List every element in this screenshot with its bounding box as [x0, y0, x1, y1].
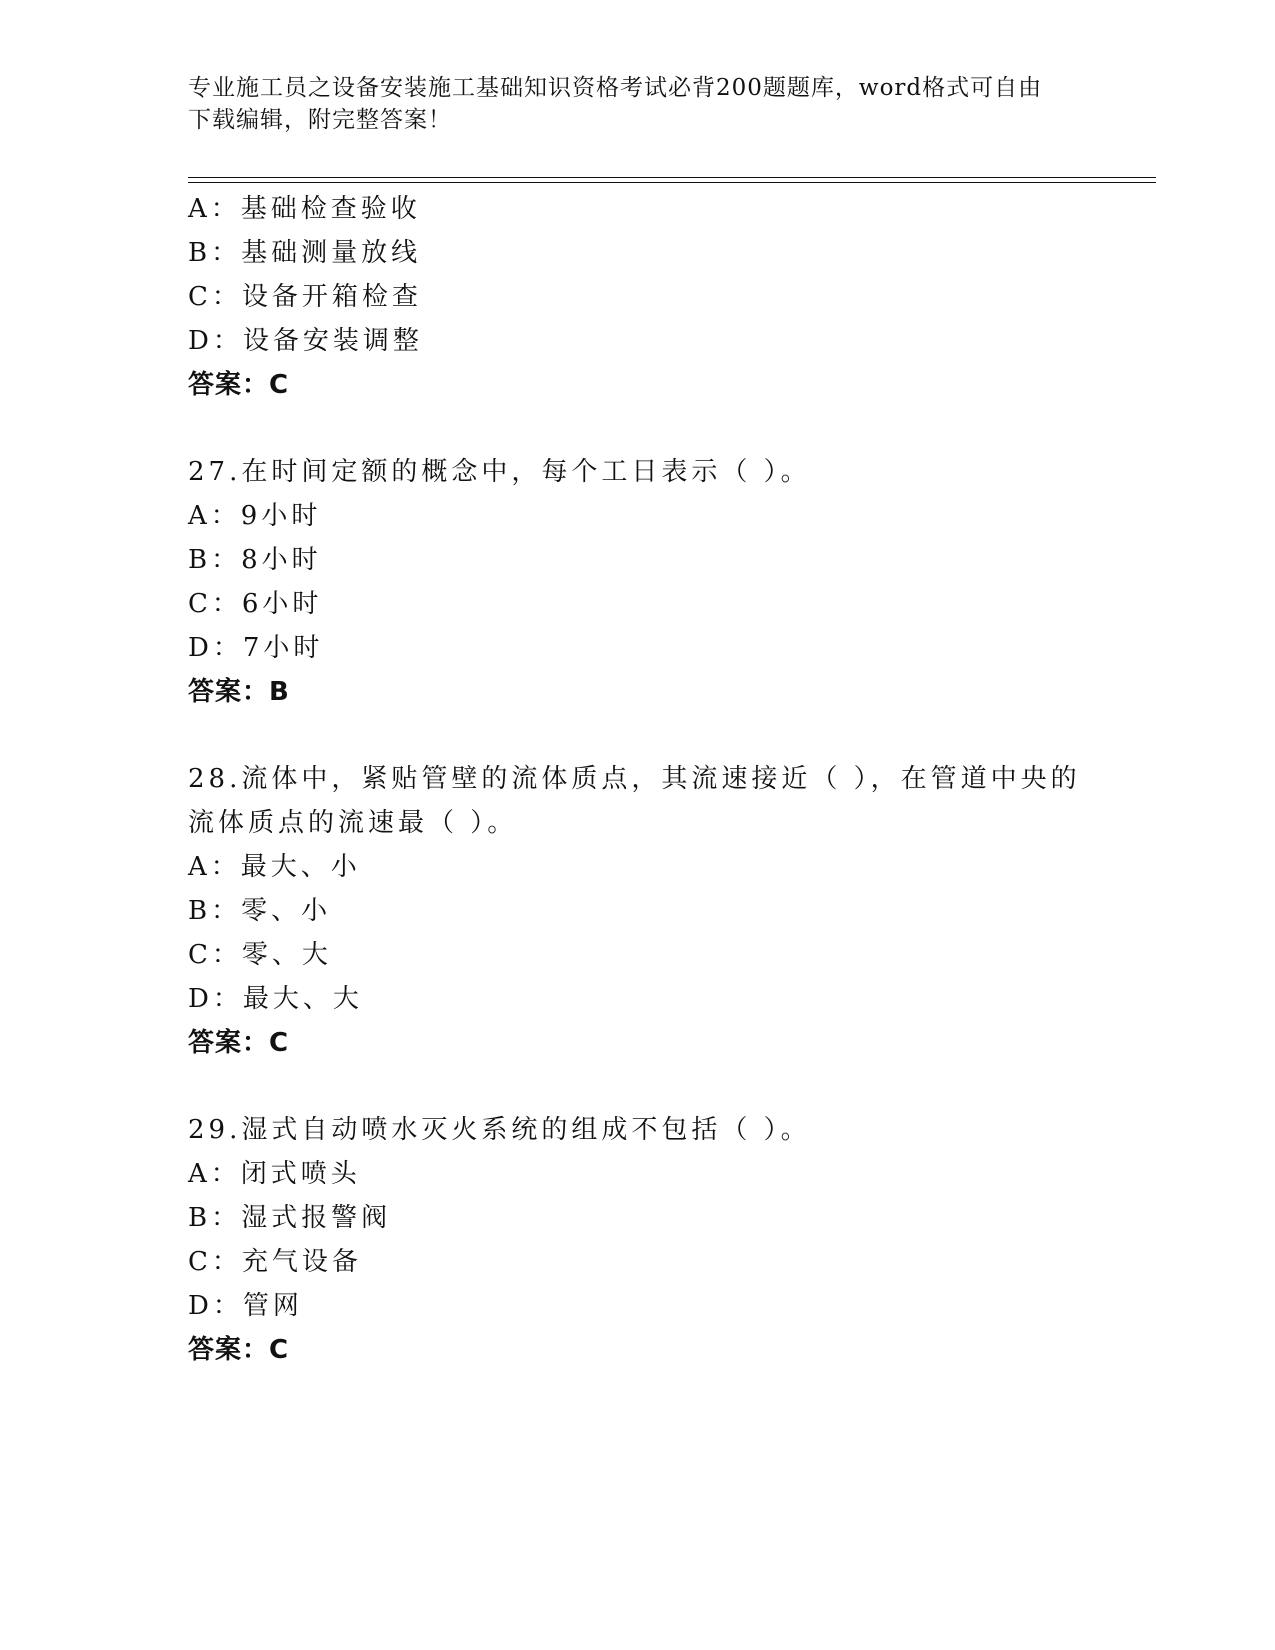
q26-option-d: D：设备安装调整: [188, 326, 423, 356]
q29-option-d: D：管网: [188, 1291, 303, 1321]
q27-option-b: B：8小时: [188, 545, 322, 575]
q26-option-c: C：设备开箱检查: [188, 282, 422, 312]
header-line-2: 下载编辑，附完整答案！: [188, 107, 452, 133]
header-rule-bottom: [188, 182, 1156, 183]
q28-stem-line-1: 28.流体中，紧贴管壁的流体质点，其流速接近（ ），在管道中央的: [188, 764, 1081, 794]
q29-answer: 答案：C: [188, 1335, 290, 1365]
q27-option-c: C：6小时: [188, 589, 323, 619]
q28-answer: 答案：C: [188, 1028, 290, 1058]
q29-stem: 29.湿式自动喷水灭火系统的组成不包括（ ）。: [188, 1115, 811, 1145]
q29-option-c: C：充气设备: [188, 1247, 362, 1277]
q26-option-a: A：基础检查验收: [188, 194, 421, 224]
q26-option-b: B：基础测量放线: [188, 238, 422, 268]
header-line-1: 专业施工员之设备安装施工基础知识资格考试必背200题题库，word格式可自由: [188, 75, 1043, 101]
q27-stem: 27.在时间定额的概念中，每个工日表示（ ）。: [188, 457, 811, 487]
q29-option-b: B：湿式报警阀: [188, 1203, 392, 1233]
q27-answer: 答案：B: [188, 677, 290, 707]
q28-option-b: B：零、小: [188, 896, 332, 926]
document-header: [188, 72, 1088, 136]
q27-option-a: A：9小时: [188, 501, 322, 531]
q28-option-d: D：最大、大: [188, 984, 363, 1014]
q29-option-a: A：闭式喷头: [188, 1159, 361, 1189]
q27-option-d: D：7小时: [188, 633, 324, 663]
q28-option-a: A：最大、小: [188, 852, 361, 882]
q26-answer: 答案：C: [188, 370, 290, 400]
header-rule-top: [188, 177, 1156, 178]
q28-stem-line-2: 流体质点的流速最（ ）。: [188, 808, 518, 838]
q28-option-c: C：零、大: [188, 940, 332, 970]
